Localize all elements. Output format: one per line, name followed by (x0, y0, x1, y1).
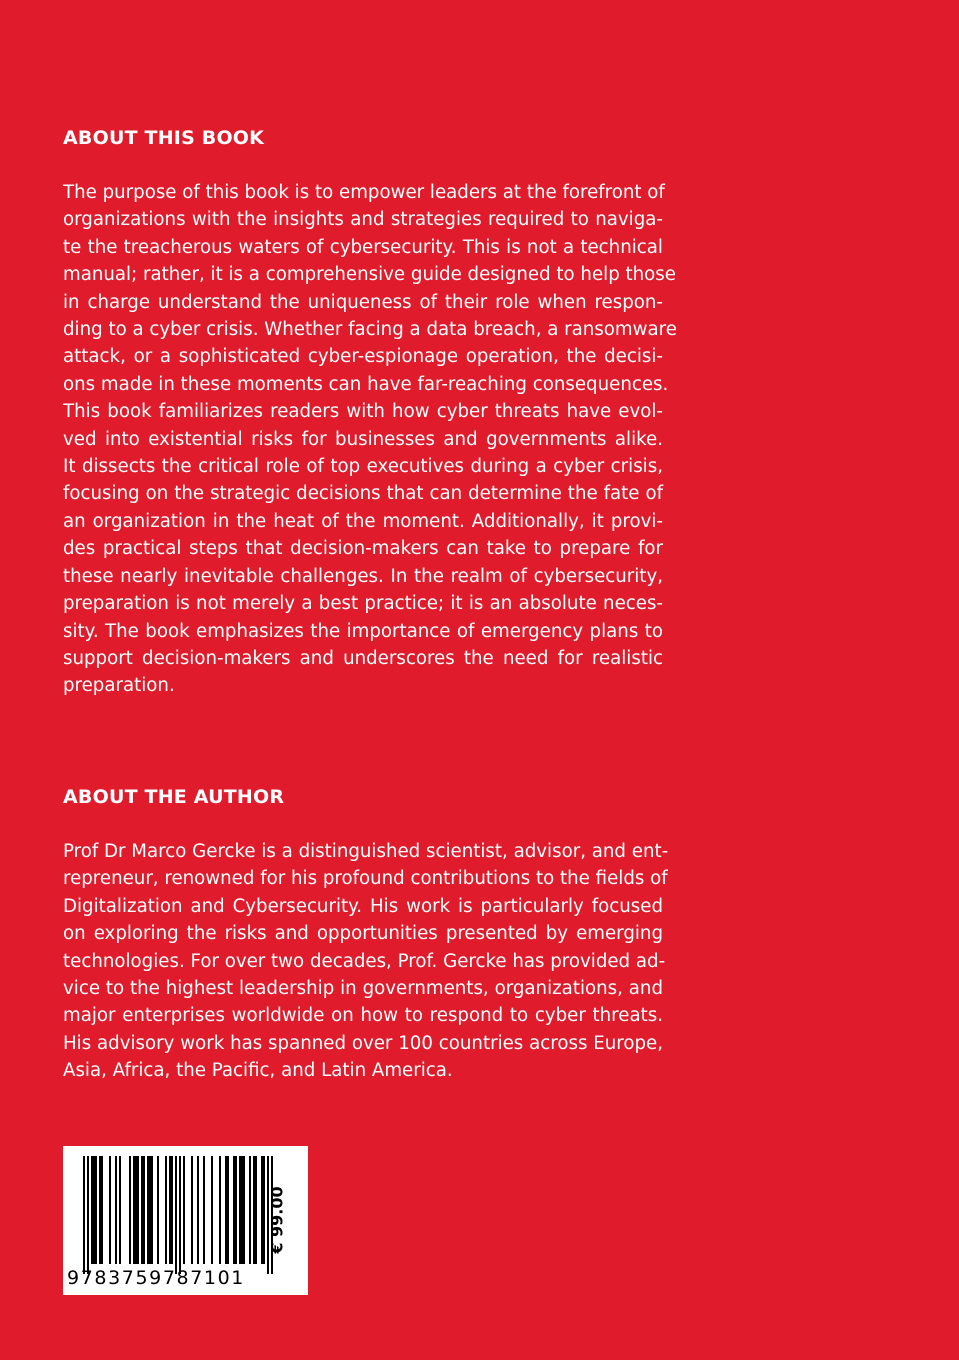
about-book-line: preparation is not merely a best practice; it is an absolute neces- (63, 593, 663, 615)
barcode-bar (169, 1156, 171, 1264)
about-author-heading: ABOUT THE AUTHOR (63, 786, 285, 808)
barcode-bar (243, 1156, 245, 1264)
barcode-bar (241, 1156, 243, 1264)
barcode-bar (211, 1156, 213, 1264)
barcode-bar (101, 1156, 103, 1264)
about-book-line: these nearly inevitable challenges. In the realm of cybersecurity, (63, 565, 663, 587)
about-author-line: vice to the highest leadership in governments, organizations, and (63, 978, 663, 1000)
barcode-bar (149, 1156, 151, 1264)
barcode-bar (93, 1156, 95, 1264)
barcode-bar (235, 1156, 237, 1264)
barcode-bar (99, 1156, 101, 1264)
about-book-heading: ABOUT THIS BOOK (63, 127, 265, 149)
about-author-text (63, 838, 669, 1085)
price-label: € 99.00 (267, 1186, 287, 1254)
about-book-line: attack, or a sophisticated cyber-espionage operation, the decisi- (63, 346, 663, 368)
barcode-bar (137, 1156, 139, 1264)
about-book-line: manual; rather, it is a comprehensive guide designed to help those (63, 264, 676, 286)
about-author-line: His advisory work has spanned over 100 countries across Europe, (63, 1032, 663, 1054)
barcode-bar (157, 1156, 159, 1264)
about-author-line: repreneur, renowned for his profound contributions to the fields of (63, 868, 668, 890)
barcode-bar (183, 1156, 185, 1264)
barcode-bar (239, 1156, 241, 1264)
barcode-bar (165, 1156, 167, 1264)
barcode-bar (255, 1156, 257, 1264)
about-book-text (63, 179, 677, 700)
barcode-bar (95, 1156, 97, 1264)
about-book-line: focusing on the strategic decisions that can determine the fate of (63, 483, 663, 505)
barcode-bar (87, 1156, 89, 1274)
about-author-line: technologies. For over two decades, Prof. Gercke has provided ad- (63, 950, 666, 972)
about-book-line: sity. The book emphasizes the importance of emergency plans to (63, 620, 663, 642)
isbn-number: 9783759787101 (67, 1267, 245, 1289)
about-book-line: This book familiarizes readers with how cyber threats have evol- (63, 401, 663, 423)
barcode-bar (109, 1156, 111, 1264)
barcode-bar (135, 1156, 137, 1264)
barcode-bar (227, 1156, 229, 1264)
barcode-bar (119, 1156, 121, 1264)
barcode-bar (143, 1156, 145, 1264)
barcode-bar (175, 1156, 177, 1274)
about-book-line: des practical steps that decision-makers can take to prepare for (63, 538, 663, 560)
about-book-line: support decision-makers and underscores the need for realistic (63, 647, 663, 669)
barcode-bar (115, 1156, 117, 1264)
barcode-bar (261, 1156, 263, 1264)
barcode-bar (129, 1156, 131, 1264)
about-author-line: Prof Dr Marco Gercke is a distinguished scientist, advisor, and ent- (63, 841, 669, 862)
barcode-bar (191, 1156, 193, 1264)
about-author-line: Digitalization and Cybersecurity. His work is particularly focused (63, 895, 663, 917)
barcode-bar (171, 1156, 173, 1264)
about-book-line: te the treacherous waters of cybersecurity. This is not a technical (63, 236, 663, 258)
about-book-line: an organization in the heat of the moment. Additionally, it provi- (63, 510, 663, 532)
barcode-bar (203, 1156, 205, 1264)
about-author-line: major enterprises worldwide on how to respond to cyber threats. (63, 1005, 663, 1027)
barcode-bar (233, 1156, 235, 1264)
about-book-line: It dissects the critical role of top executives during a cyber crisis, (63, 456, 663, 478)
barcode-bar (225, 1156, 227, 1264)
about-book-line: ding to a cyber crisis. Whether facing a data breach, a ransomware (63, 319, 677, 341)
about-book-line: preparation. (63, 675, 175, 697)
barcode-bar (133, 1156, 135, 1264)
barcode-bar (179, 1156, 181, 1274)
barcode-bar (219, 1156, 221, 1264)
barcode-bar (249, 1156, 251, 1264)
about-book-line: ved into existential risks for businesses and governments alike. (63, 428, 663, 450)
barcode-bar (197, 1156, 199, 1264)
barcode-bar (151, 1156, 153, 1264)
about-author-line: Asia, Africa, the Pacific, and Latin America. (63, 1060, 453, 1082)
barcode-bar (253, 1156, 255, 1264)
barcode-bar (91, 1156, 93, 1264)
about-book-line: The purpose of this book is to empower leaders at the forefront of (63, 182, 665, 203)
about-book-line: in charge understand the uniqueness of their role when respon- (63, 291, 663, 313)
barcode-bar (83, 1156, 85, 1274)
barcode-bar (141, 1156, 143, 1264)
about-book-line: organizations with the insights and strategies required to naviga- (63, 209, 663, 231)
barcode-bar (263, 1156, 265, 1264)
barcode-bar (147, 1156, 149, 1264)
about-book-line: ons made in these moments can have far-reaching consequences. (63, 373, 669, 395)
about-author-line: on exploring the risks and opportunities presented by emerging (63, 923, 663, 945)
